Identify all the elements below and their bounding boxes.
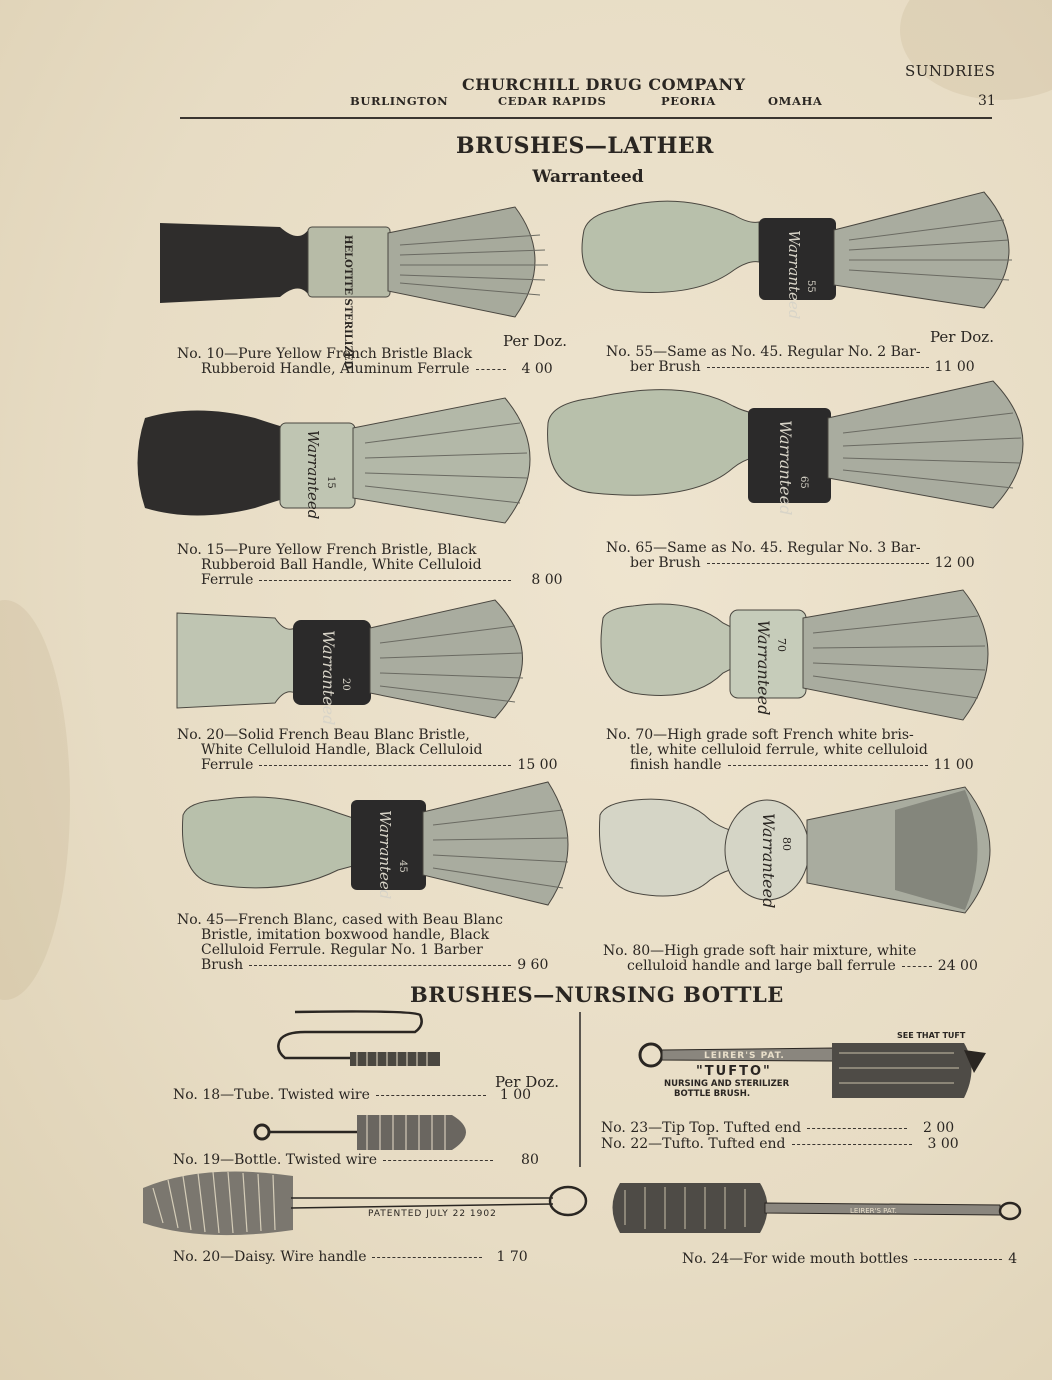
lather-item-no20 — [177, 728, 558, 773]
svg-text:15: 15 — [325, 476, 336, 489]
paper-stain — [0, 600, 70, 1000]
brush-no65-image — [543, 378, 1038, 516]
city-burlington: BURLINGTON — [350, 94, 449, 108]
item-text: No. 18—Tube. Twisted wire — [173, 1087, 370, 1103]
nursing-item-no19 — [173, 1153, 539, 1168]
lather-item-no15 — [177, 543, 563, 588]
wide-mouth-brush-image — [605, 1175, 1025, 1240]
lather-item-no10 — [177, 347, 553, 377]
per-doz-label-left: Per Doz. — [503, 332, 567, 350]
leader-dots — [914, 1259, 1002, 1260]
company-name: CHURCHILL DRUG COMPANY — [462, 75, 746, 94]
item-line: White Celluloid Handle, Black Celluloid — [201, 742, 483, 758]
lather-section-subtitle: Warranteed — [532, 167, 644, 187]
svg-text:BOTTLE BRUSH.: BOTTLE BRUSH. — [674, 1089, 751, 1099]
daisy-brush-image — [143, 1168, 593, 1238]
svg-text:Warranteed: Warranteed — [776, 420, 795, 516]
item-line: No. 20—Solid French Beau Blanc Bristle, — [177, 727, 470, 743]
item-price: 3 00 — [927, 1136, 959, 1152]
leader-dots — [383, 1160, 493, 1161]
item-price: 80 — [521, 1152, 539, 1168]
item-price: 11 00 — [933, 757, 974, 773]
nursing-per-doz-label: Per Doz. — [495, 1073, 559, 1091]
item-line: No. 70—High grade soft French white bris- — [606, 727, 914, 743]
svg-text:HELOTITE STERILIZED: HELOTITE STERILIZED — [342, 235, 353, 370]
item-line: celluloid handle and large ball ferrule — [627, 958, 896, 974]
item-price: 1 00 — [499, 1087, 532, 1103]
lather-item-no70 — [606, 728, 974, 773]
city-omaha: OMAHA — [768, 94, 823, 108]
item-text: No. 22—Tufto. Tufted end — [601, 1136, 786, 1152]
leader-dots — [707, 367, 929, 368]
svg-text:45: 45 — [397, 860, 408, 873]
leader-dots — [259, 580, 511, 581]
item-text: No. 19—Bottle. Twisted wire — [173, 1152, 378, 1168]
item-price: 4 00 — [521, 361, 553, 377]
item-line: Ferrule — [201, 572, 254, 588]
svg-text:SEE THAT TUFT: SEE THAT TUFT — [897, 1031, 966, 1040]
leader-dots — [792, 1144, 912, 1145]
item-line: Bristle, imitation boxwood handle, Black — [201, 927, 490, 943]
tube-brush-image — [275, 1010, 445, 1072]
svg-text:LEIRER'S PAT.: LEIRER'S PAT. — [704, 1051, 785, 1061]
tufto-brush-image — [634, 1028, 989, 1106]
leader-dots — [476, 369, 506, 370]
svg-text:55: 55 — [805, 280, 816, 293]
svg-text:Warranteed: Warranteed — [785, 230, 803, 320]
paper-stain — [900, 0, 1052, 100]
svg-text:LEIRER'S PAT.: LEIRER'S PAT. — [850, 1207, 897, 1215]
item-price: 11 00 — [934, 359, 975, 375]
item-price: 12 00 — [934, 555, 975, 571]
svg-text:80: 80 — [780, 837, 793, 851]
per-doz-label-right: Per Doz. — [930, 328, 994, 346]
item-line: finish handle — [630, 757, 722, 773]
item-text: No. 23—Tip Top. Tufted end — [601, 1120, 802, 1136]
city-peoria: PEORIA — [661, 94, 716, 108]
nursing-item-no22 — [601, 1137, 959, 1152]
item-line: No. 65—Same as No. 45. Regular No. 3 Bar- — [606, 540, 921, 556]
lather-item-no65 — [606, 541, 975, 571]
item-line: No. 80—High grade soft hair mixture, white — [603, 943, 917, 959]
leader-dots — [707, 563, 929, 564]
lather-item-no55 — [606, 345, 975, 375]
brush-no45-image — [178, 780, 568, 905]
leader-dots — [902, 966, 932, 967]
lather-item-no80 — [603, 944, 978, 974]
leader-dots — [372, 1257, 482, 1258]
item-line: Celluloid Ferrule. Regular No. 1 Barber — [201, 942, 483, 958]
item-text: No. 24—For wide mouth bottles — [682, 1251, 909, 1267]
nursing-item-no18 — [173, 1088, 531, 1103]
item-price: 1 70 — [496, 1249, 528, 1265]
svg-text:Warranteed: Warranteed — [319, 630, 338, 726]
item-line: No. 45—French Blanc, cased with Beau Blanc — [177, 912, 504, 928]
item-price: 15 00 — [517, 757, 558, 773]
page-number: 31 — [978, 93, 996, 109]
city-cedar-rapids: CEDAR RAPIDS — [498, 94, 607, 108]
nursing-item-no23 — [601, 1121, 954, 1136]
svg-text:PATENTED JULY 22 1902: PATENTED JULY 22 1902 — [368, 1209, 497, 1219]
nursing-item-no24 — [682, 1252, 1017, 1267]
item-line: Ferrule — [201, 757, 254, 773]
leader-dots — [807, 1128, 907, 1129]
leader-dots — [728, 765, 928, 766]
item-line: Brush — [201, 957, 244, 973]
svg-text:NURSING AND STERILIZER: NURSING AND STERILIZER — [664, 1079, 790, 1089]
item-text: No. 20—Daisy. Wire handle — [173, 1249, 367, 1265]
svg-text:"TUFTO": "TUFTO" — [696, 1064, 772, 1079]
svg-text:Warranteed: Warranteed — [759, 813, 778, 909]
lather-section-title: BRUSHES—LATHER — [456, 133, 714, 159]
item-price: 24 00 — [937, 958, 978, 974]
nursing-item-no20 — [173, 1250, 528, 1265]
leader-dots — [376, 1095, 486, 1096]
svg-text:Warranteed: Warranteed — [754, 620, 773, 716]
item-price: 2 00 — [923, 1120, 955, 1136]
brush-no20-image — [175, 598, 545, 726]
svg-text:Warranteed: Warranteed — [304, 430, 322, 520]
lather-item-no45 — [177, 913, 548, 973]
item-line: No. 55—Same as No. 45. Regular No. 2 Bar- — [606, 344, 921, 360]
svg-text:20: 20 — [340, 678, 351, 691]
section-label: SUNDRIES — [905, 62, 996, 80]
header-rule — [180, 117, 992, 119]
item-line: ber Brush — [630, 555, 701, 571]
item-line: ber Brush — [630, 359, 701, 375]
column-divider — [579, 1012, 581, 1167]
item-line: Rubberoid Ball Handle, White Celluloid — [201, 557, 482, 573]
leader-dots — [249, 965, 511, 966]
item-line: No. 10—Pure Yellow French Bristle Black — [177, 346, 473, 362]
brush-no80-image — [595, 785, 995, 915]
leader-dots — [259, 765, 511, 766]
svg-text:65: 65 — [798, 476, 809, 489]
nursing-section-title: BRUSHES—NURSING BOTTLE — [410, 982, 784, 1007]
svg-text:70: 70 — [775, 638, 788, 652]
item-price: 8 00 — [531, 572, 563, 588]
svg-text:Warranteed: Warranteed — [376, 810, 394, 900]
item-price: 9 60 — [517, 957, 549, 973]
item-line: No. 15—Pure Yellow French Bristle, Black — [177, 542, 477, 558]
item-line: Rubberoid Handle, Aluminum Ferrule — [201, 361, 470, 377]
bottle-brush-image — [252, 1110, 482, 1155]
item-line: tle, white celluloid ferrule, white celluloid — [630, 742, 928, 758]
brush-no70-image — [593, 588, 993, 718]
brush-no55-image — [574, 190, 1019, 320]
brush-no15-image — [135, 398, 535, 528]
item-price: 4 — [1008, 1251, 1018, 1267]
